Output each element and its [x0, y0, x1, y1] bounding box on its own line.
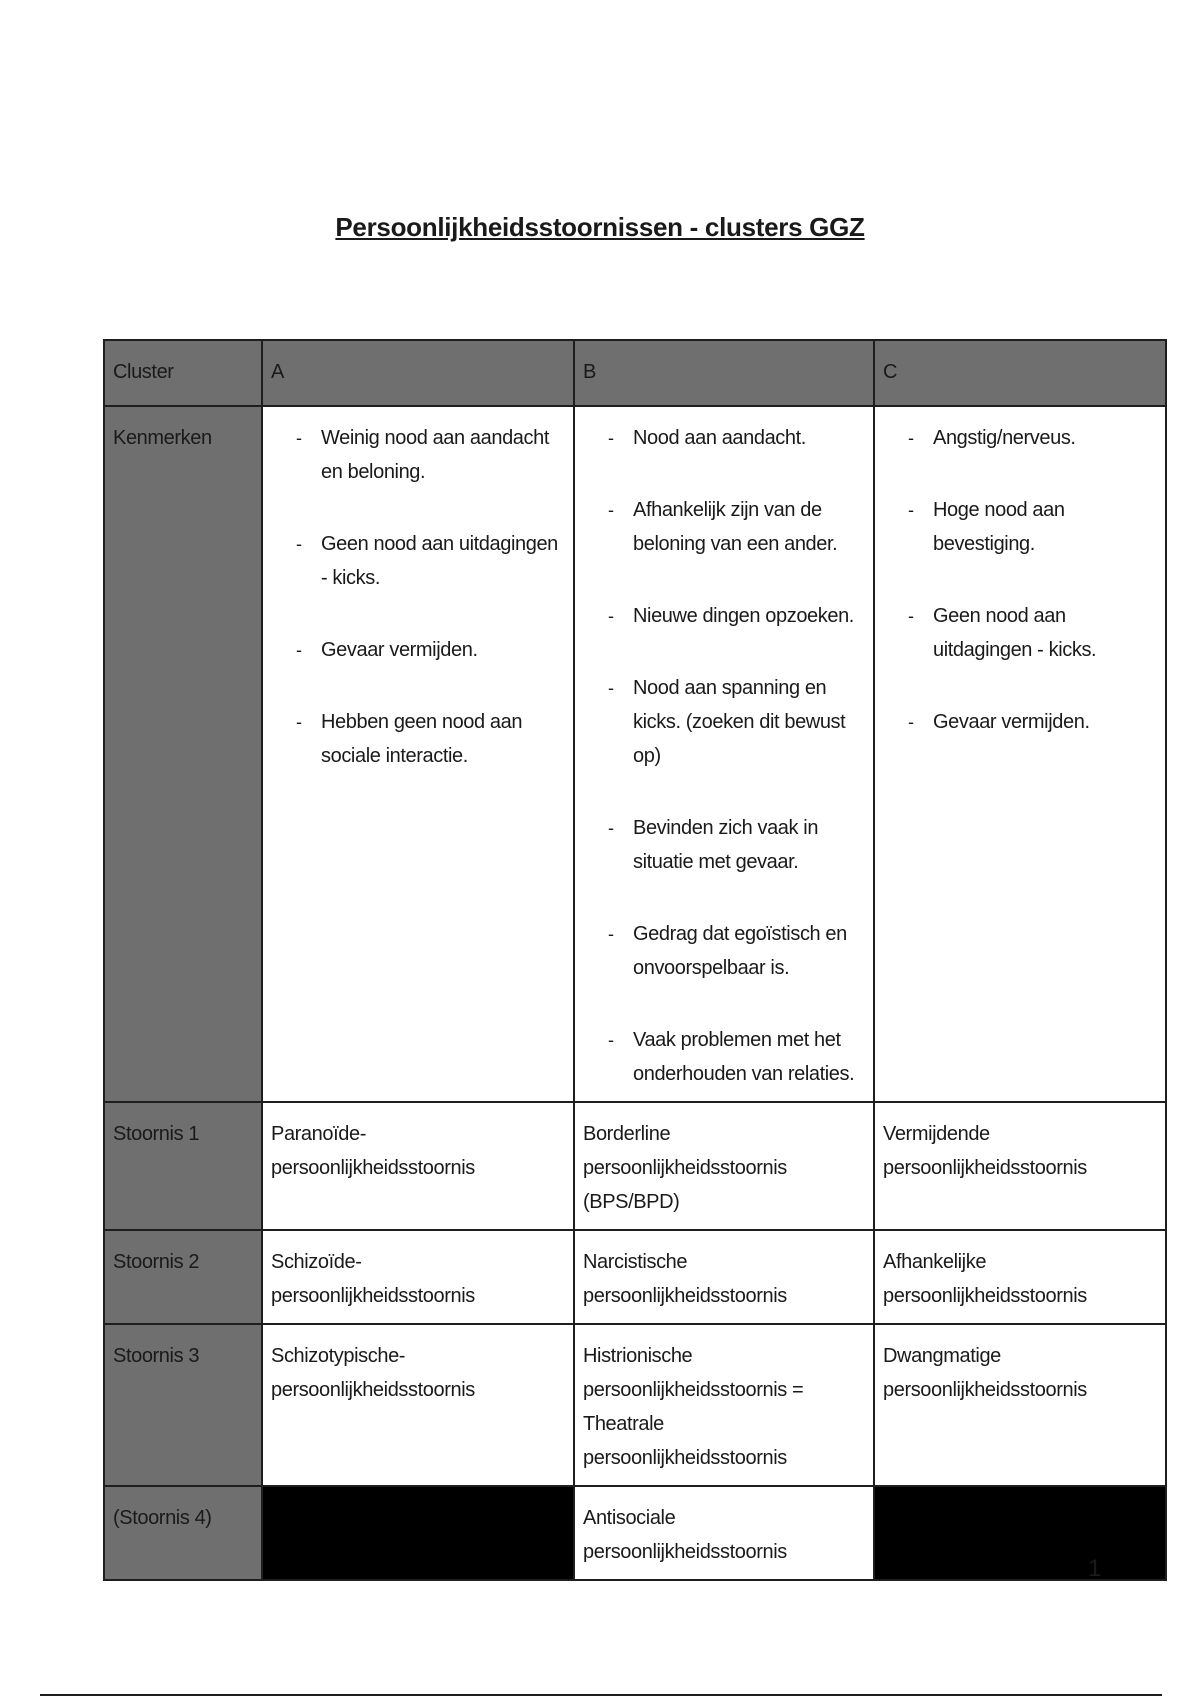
clusters-table: [103, 339, 1167, 1581]
list-item: - Hebben geen nood aan sociale interactie.: [271, 705, 565, 773]
list-item: - Bevinden zich vaak in situatie met gevaar.: [583, 811, 865, 879]
row-label: Stoornis 2: [104, 1230, 262, 1324]
table-row-stoornis-2: [104, 1230, 1166, 1324]
kenmerken-list-a: [271, 421, 565, 773]
row-label: (Stoornis 4): [104, 1486, 262, 1580]
kenmerken-cell-a: [262, 406, 574, 1102]
cell-b: Borderline persoonlijkheidsstoornis (BPS/BPD): [574, 1102, 874, 1230]
list-item: - Afhankelijk zijn van de beloning van een ander.: [583, 493, 865, 561]
header-cell-cluster: Cluster: [104, 340, 262, 406]
cell-c: Vermijdende persoonlijkheidsstoornis: [874, 1102, 1166, 1230]
table-row-stoornis-1: [104, 1102, 1166, 1230]
footer-divider: [40, 1694, 1162, 1696]
cell-a: Paranoïde-persoonlijkheidsstoornis: [262, 1102, 574, 1230]
cell-c-blackout: [874, 1486, 1166, 1580]
kenmerken-cell-b: [574, 406, 874, 1102]
row-label-kenmerken: Kenmerken: [104, 406, 262, 1102]
kenmerken-list-c: [883, 421, 1157, 739]
kenmerken-row: [104, 406, 1166, 1102]
table-row-stoornis-4: [104, 1486, 1166, 1580]
row-label: Stoornis 1: [104, 1102, 262, 1230]
header-cell-c: C: [874, 340, 1166, 406]
list-item: - Gevaar vermijden.: [883, 705, 1157, 739]
list-item: - Gevaar vermijden.: [271, 633, 565, 667]
list-item: - Geen nood aan uitdagingen - kicks.: [271, 527, 565, 595]
list-item: - Nood aan spanning en kicks. (zoeken dit bewust op): [583, 671, 865, 773]
table-header-row: [104, 340, 1166, 406]
cell-b: Narcistische persoonlijkheidsstoornis: [574, 1230, 874, 1324]
list-item: - Nood aan aandacht.: [583, 421, 865, 455]
cell-a-blackout: [262, 1486, 574, 1580]
cell-c: Afhankelijke persoonlijkheidsstoornis: [874, 1230, 1166, 1324]
kenmerken-list-b: [583, 421, 865, 1091]
cell-a: Schizotypische-persoonlijkheidsstoornis: [262, 1324, 574, 1486]
header-cell-a: A: [262, 340, 574, 406]
header-cell-b: B: [574, 340, 874, 406]
cell-b: Histrionische persoonlijkheidsstoornis = Theatrale persoonlijkheidsstoornis: [574, 1324, 874, 1486]
cell-a: Schizoïde-persoonlijkheidsstoornis: [262, 1230, 574, 1324]
page-number: 1: [1088, 1555, 1102, 1582]
list-item: - Gedrag dat egoïstisch en onvoorspelbaar is.: [583, 917, 865, 985]
cell-b: Antisociale persoonlijkheidsstoornis: [574, 1486, 874, 1580]
list-item: - Hoge nood aan bevestiging.: [883, 493, 1157, 561]
list-item: - Angstig/nerveus.: [883, 421, 1157, 455]
list-item: - Weinig nood aan aandacht en beloning.: [271, 421, 565, 489]
list-item: - Vaak problemen met het onderhouden van relaties.: [583, 1023, 865, 1091]
page-title: Persoonlijkheidsstoornissen - clusters GGZ: [335, 212, 865, 242]
row-label: Stoornis 3: [104, 1324, 262, 1486]
table-row-stoornis-3: [104, 1324, 1166, 1486]
kenmerken-cell-c: [874, 406, 1166, 1102]
list-item: - Nieuwe dingen opzoeken.: [583, 599, 865, 633]
cell-c: Dwangmatige persoonlijkheidsstoornis: [874, 1324, 1166, 1486]
list-item: - Geen nood aan uitdagingen - kicks.: [883, 599, 1157, 667]
